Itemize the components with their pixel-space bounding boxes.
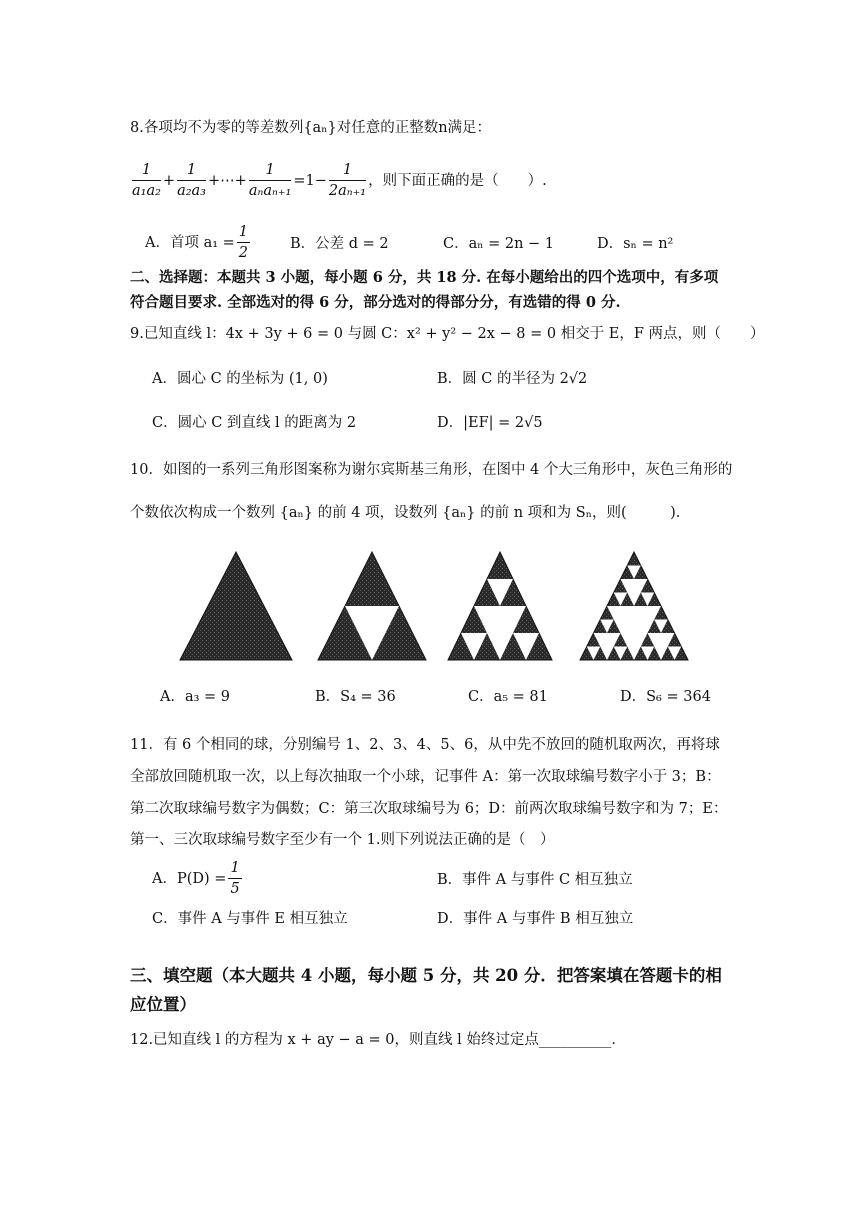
q10-line1: 10．如图的一系列三角形图案称为谢尔宾斯基三角形，在图中 4 个大三角形中，灰色三角形的 xyxy=(130,462,733,478)
q8-fraction-2: $\frac{1}{\text{a₂a₃}}$ xyxy=(177,162,206,199)
q8-tail: ，则下面正确的是（ ）. xyxy=(368,172,547,189)
q11-line1: 11．有 6 个相同的球，分别编号 1、2、3、4、5、6，从中先不放回的随机取两次，再将球 xyxy=(130,737,720,753)
q8-option-d: D．sₙ = n² xyxy=(597,236,674,252)
q12-stem: 12.已知直线 l 的方程为 x + ay − a = 0，则直线 l 始终过定点__________． xyxy=(130,1032,626,1048)
q8-option-b: B．公差 d = 2 xyxy=(290,236,389,252)
q11-option-a-fraction: $\frac{1}{5}$ xyxy=(230,860,240,897)
q8-option-c: C．aₙ = 2n − 1 xyxy=(443,236,555,252)
q9-option-c: C．圆心 C 到直线 l 的距离为 2 xyxy=(152,415,357,431)
section3-line1: 三、填空题（本大题共 4 小题，每小题 5 分，共 20 分．把答案填在答题卡的相 xyxy=(130,966,722,985)
q11-line3: 第二次取球编号数字为偶数；C：第三次取球编号为 6；D：前两次取球编号数字和为 7；E： xyxy=(130,801,728,817)
sierpinski-level-0 xyxy=(180,552,292,660)
q11-option-b: B．事件 A 与事件 C 相互独立 xyxy=(437,872,633,888)
q8-plus: + xyxy=(162,172,176,189)
q10-option-a: A．a₃ = 9 xyxy=(160,689,231,705)
sierpinski-figures xyxy=(170,548,710,670)
q11-line4: 第一、三次取球编号数字至少有一个 1.则下列说法正确的是（ ） xyxy=(130,832,555,848)
q8-formula xyxy=(130,160,547,201)
q10-option-b: B．S₄ = 36 xyxy=(315,689,396,705)
sierpinski-level-3 xyxy=(580,552,688,660)
q9-option-d: D．|EF| = 2√5 xyxy=(437,415,543,431)
q10-option-d: D．S₆ = 364 xyxy=(620,689,711,705)
q9-option-a: A．圆心 C 的坐标为 (1, 0) xyxy=(152,371,328,387)
q8-dots: +⋯+ xyxy=(208,172,247,189)
section2-line1: 二、选择题：本题共 3 小题，每小题 6 分，共 18 分. 在每小题给出的四个选项中，有多项 xyxy=(130,269,719,286)
q10-line2: 个数依次构成一个数列 {aₙ} 的前 4 项，设数列 {aₙ} 的前 n 项和为 Sₙ，则( ). xyxy=(130,505,681,521)
q8-option-a: A．首项 a₁ = $\frac{1}{2}$ xyxy=(145,224,249,261)
q8-stem: 8.各项均不为零的等差数列{aₙ}对任意的正整数n满足： xyxy=(130,120,492,136)
sierpinski-level-1 xyxy=(318,552,426,660)
q8-option-a-fraction: $\frac{1}{2}$ xyxy=(238,224,249,261)
q11-line2: 全部放回随机取一次，以上每次抽取一个小球，记事件 A：第一次取球编号数字小于 3；B： xyxy=(130,769,721,785)
q11-option-d: D．事件 A 与事件 B 相互独立 xyxy=(437,911,634,927)
q9-option-b: B．圆 C 的半径为 2√2 xyxy=(437,371,588,387)
q8-equals: =1− xyxy=(293,172,327,189)
q8-fraction-3: $\frac{1}{\text{aₙaₙ₊₁}}$ xyxy=(248,162,292,199)
section3-line2: 应位置） xyxy=(130,995,196,1014)
q11-option-a: A．P(D) = $\frac{1}{5}$ xyxy=(152,860,240,897)
q10-option-c: C．a₅ = 81 xyxy=(468,689,548,705)
sierpinski-level-2 xyxy=(448,552,552,660)
q9-stem: 9.已知直线 l：4x + 3y + 6 = 0 与圆 C：x² + y² − 2x − 8 = 0 相交于 E，F 两点，则（ ） xyxy=(130,326,765,342)
q8-fraction-4: $\frac{1}{\text{2aₙ₊₁}}$ xyxy=(328,162,367,199)
q11-option-c: C．事件 A 与事件 E 相互独立 xyxy=(152,911,348,927)
section2-line2: 符合题目要求. 全部选对的得 6 分，部分选对的得部分分，有选错的得 0 分. xyxy=(130,294,621,311)
q8-fraction-1: $\frac{1}{\text{a₁a₂}}$ xyxy=(132,162,161,199)
